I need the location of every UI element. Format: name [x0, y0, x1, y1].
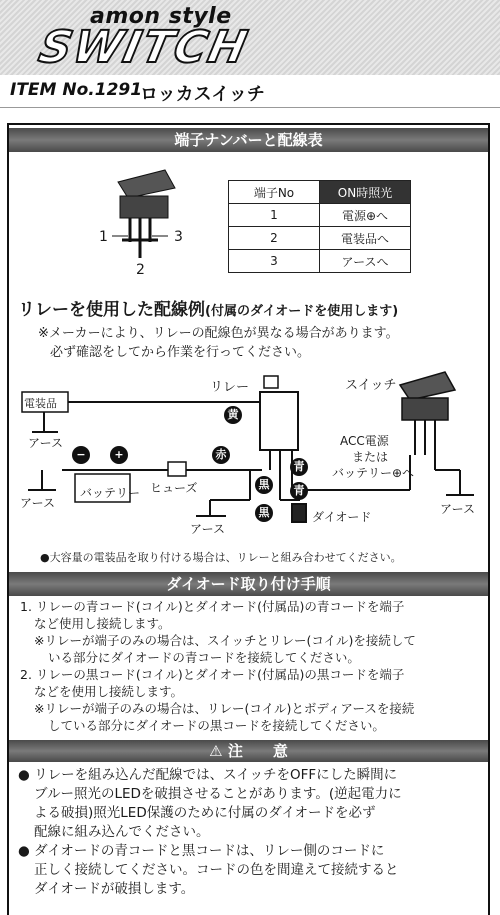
wire-blue-badge-2: 青	[290, 482, 308, 500]
instruction-line: など使用し接続します。	[34, 616, 171, 631]
caution-line: ● ダイオードの青コードと黒コードは、リレー側のコードに	[18, 843, 385, 859]
earth-label-1: アース	[28, 436, 64, 450]
caution-line: よる破損)照光LED保護のために付属のダイオードを必ず	[34, 805, 376, 821]
section-diode-header: ダイオード取り付け手順	[9, 572, 488, 596]
wire-black-badge-2: 黒	[255, 504, 273, 522]
terminal-label-bottom: 2	[136, 262, 145, 278]
wiring-example-title	[18, 295, 398, 320]
diode-instructions	[20, 598, 488, 734]
table-cell: 電源⊕へ	[320, 204, 411, 227]
item-number: ITEM No.1291	[10, 80, 143, 100]
acc-power-label: ACC電源	[340, 434, 389, 448]
section-terminal-header: 端子ナンバーと配線表	[9, 128, 488, 152]
equipment-label: 電装品	[24, 397, 57, 410]
brand-tagline: amon style	[90, 4, 232, 29]
instruction-line: 1. リレーの青コード(コイル)とダイオード(付属品)の青コードを端子	[20, 599, 405, 614]
battery-minus-icon: −	[72, 446, 90, 464]
caution-line: ダイオードが破損します。	[34, 881, 195, 897]
capacity-footnote: ●大容量の電装品を取り付ける場合は、リレーと組み合わせてください。	[40, 551, 402, 564]
warning-icon: ⚠	[209, 742, 223, 760]
rocker-switch-icon	[112, 170, 175, 258]
wire-yellow-badge: 黄	[224, 406, 242, 424]
table-row	[229, 250, 411, 273]
table-cell: 電装品へ	[320, 227, 411, 250]
caution-line: ● リレーを組み込んだ配線では、スイッチをOFFにした瞬間に	[18, 767, 398, 783]
instruction-line: 2. リレーの黒コード(コイル)とダイオード(付属品)の黒コードを端子	[20, 667, 405, 682]
wiring-example-title-text: リレーを使用した配線例	[18, 300, 205, 320]
confirm-note: 必ず確認をしてから作業を行ってください。	[50, 345, 311, 360]
caution-line: ブルー照光のLEDを破損させることがあります。(逆起電力に	[34, 786, 402, 802]
switch-label: スイッチ	[345, 378, 397, 393]
earth-label-2: アース	[20, 496, 56, 510]
wire-blue-badge: 青	[290, 458, 308, 476]
instruction-line: している部分にダイオードの黒コードを接続してください。	[48, 718, 385, 733]
table-row	[229, 204, 411, 227]
caution-line: 配線に組み込んでください。	[34, 824, 210, 840]
earth-label-4: アース	[440, 502, 476, 516]
battery-label: バッテリー	[80, 486, 141, 500]
instruction-line: ※リレーが端子のみの場合は、スイッチとリレー(コイル)を接続して	[34, 633, 416, 648]
acc-battery-label: バッテリー⊕へ	[332, 466, 415, 480]
relay-label: リレー	[210, 380, 250, 395]
caution-text	[18, 766, 484, 899]
table-header: 端子No	[229, 181, 320, 204]
terminal-label-right: 3	[174, 229, 183, 245]
battery-plus-icon: +	[110, 446, 128, 464]
acc-or-label: または	[352, 450, 389, 464]
table-row	[229, 227, 411, 250]
fuse-label: ヒューズ	[150, 481, 198, 495]
item-name: ロッカスイッチ	[140, 84, 265, 105]
caution-title: 注 意	[227, 742, 288, 760]
instruction-line: いる部分にダイオードの青コードを接続してください。	[48, 650, 360, 665]
earth-label-3: アース	[190, 522, 226, 536]
table-cell: アースへ	[320, 250, 411, 273]
caution-line: 正しく接続してください。コードの色を間違えて接続すると	[34, 862, 399, 878]
diode-label: ダイオード	[312, 510, 372, 524]
table-cell: 3	[229, 250, 320, 273]
instruction-line: などを使用し接続します。	[34, 684, 184, 699]
table-cell: 2	[229, 227, 320, 250]
section-caution-header	[9, 740, 488, 762]
terminal-table	[228, 180, 411, 273]
wire-black-badge-1: 黒	[255, 476, 273, 494]
instruction-line: ※リレーが端子のみの場合は、リレー(コイル)とボディアースを接続	[34, 701, 415, 716]
manufacturer-note: ※メーカーにより、リレーの配線色が異なる場合があります。	[38, 326, 399, 341]
wire-red-badge: 赤	[212, 446, 230, 464]
table-header: ON時照光	[320, 181, 411, 204]
terminal-label-left: 1	[99, 229, 108, 245]
brand-logo: SWITCH	[34, 22, 254, 73]
table-cell: 1	[229, 204, 320, 227]
wiring-example-note: (付属のダイオードを使用します)	[205, 304, 399, 319]
